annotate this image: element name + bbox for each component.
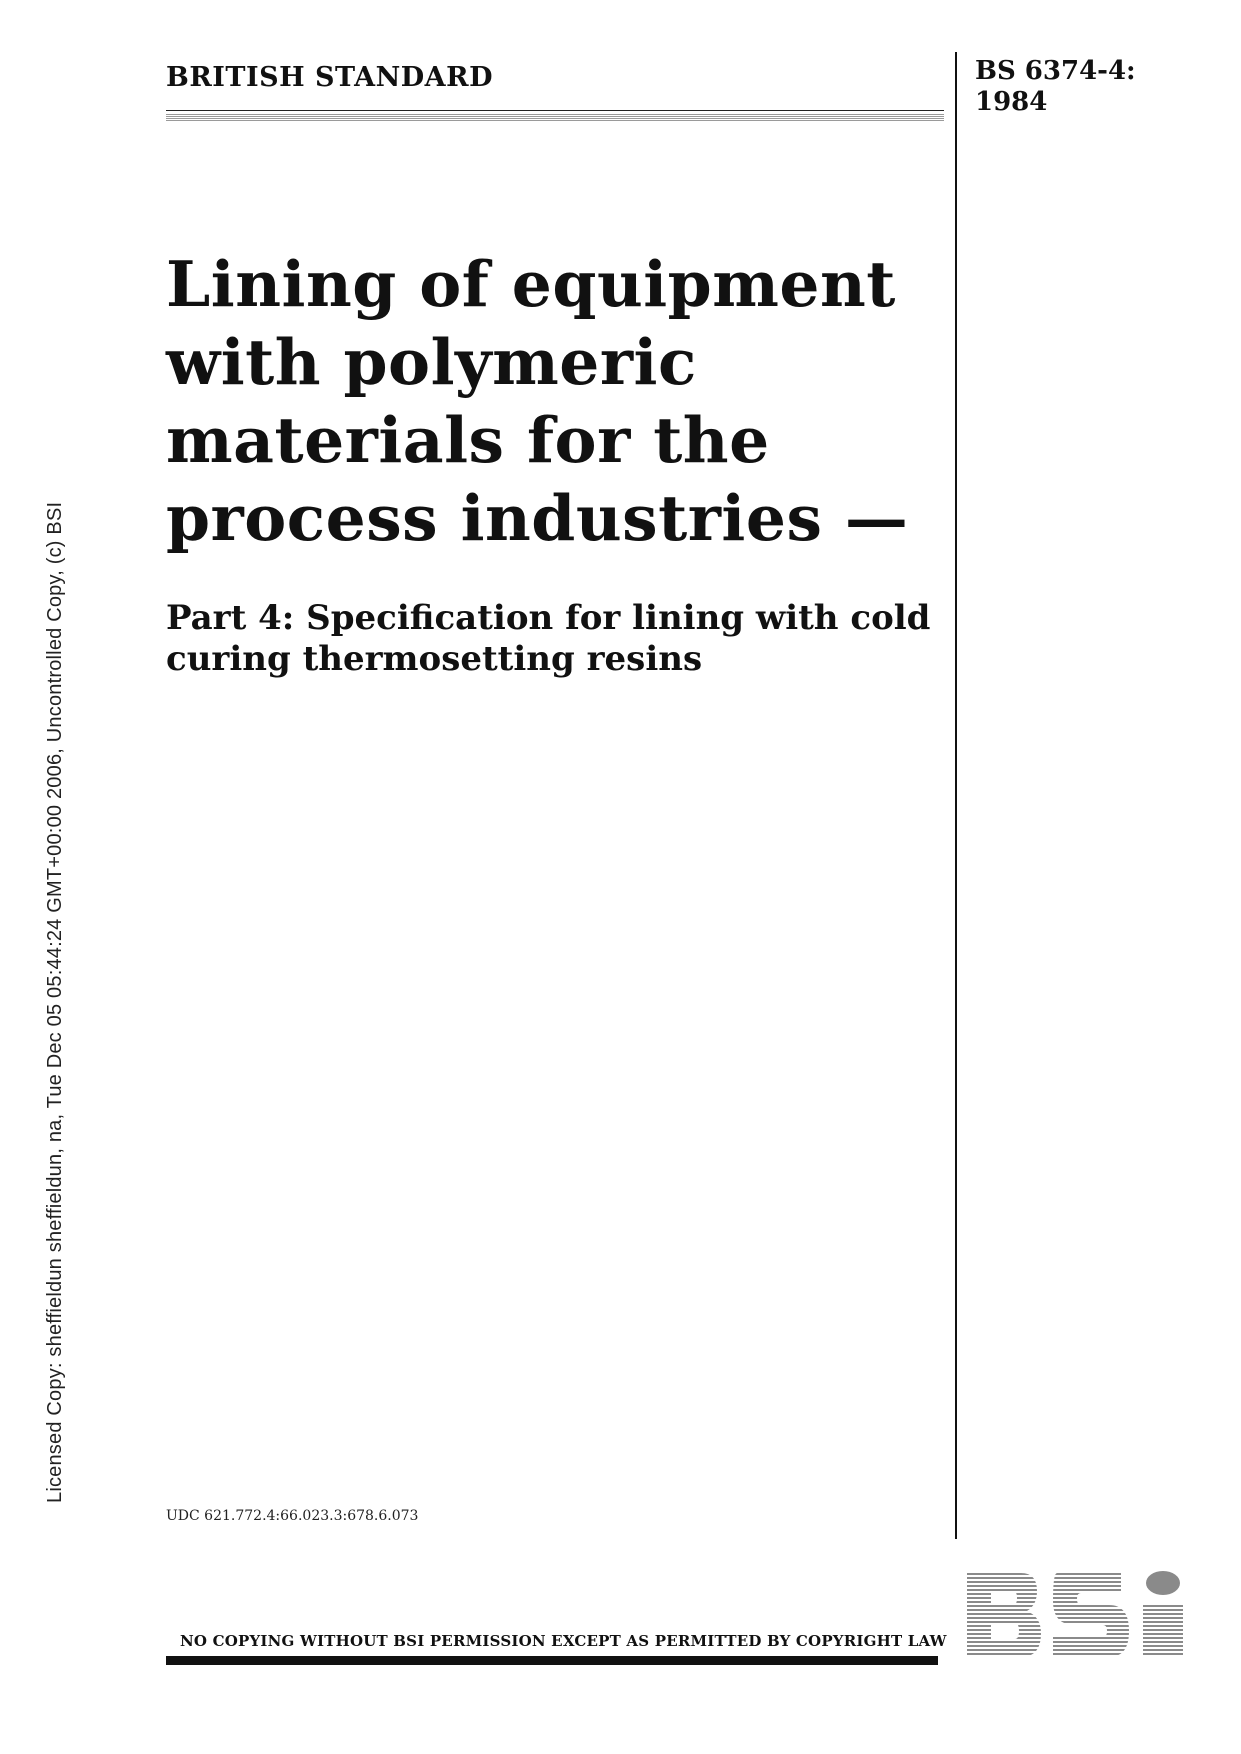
header-rule	[166, 110, 944, 111]
series-label: BRITISH STANDARD	[166, 62, 493, 93]
license-side-text: Licensed Copy: sheffieldun sheffieldun, na, Tue Dec 05 05:44:24 GMT+00:00 2006, Uncontrolled Copy, (c) BSI	[44, 501, 66, 1503]
column-divider	[955, 52, 957, 1539]
copyright-notice: NO COPYING WITHOUT BSI PERMISSION EXCEPT AS PERMITTED BY COPYRIGHT LAW	[180, 1632, 947, 1650]
footer-rule	[166, 1656, 938, 1665]
subtitle-line: curing thermosetting resins	[166, 639, 703, 679]
title-line: with polymeric	[166, 325, 697, 399]
standard-number	[975, 56, 1136, 118]
title-line: materials for the	[166, 403, 770, 477]
standard-number-line2: 1984	[975, 87, 1048, 117]
document-subtitle	[166, 598, 956, 680]
header-double-rule	[166, 114, 944, 122]
title-line: Lining of equipment	[166, 247, 896, 321]
subtitle-line: Part 4: Specification for lining with cold	[166, 598, 931, 638]
document-title	[166, 245, 946, 557]
bsi-logo	[963, 1565, 1188, 1665]
udc-code: UDC 621.772.4:66.023.3:678.6.073	[166, 1508, 419, 1524]
title-line: process industries —	[166, 481, 909, 555]
standard-number-line1: BS 6374-4:	[975, 56, 1136, 86]
